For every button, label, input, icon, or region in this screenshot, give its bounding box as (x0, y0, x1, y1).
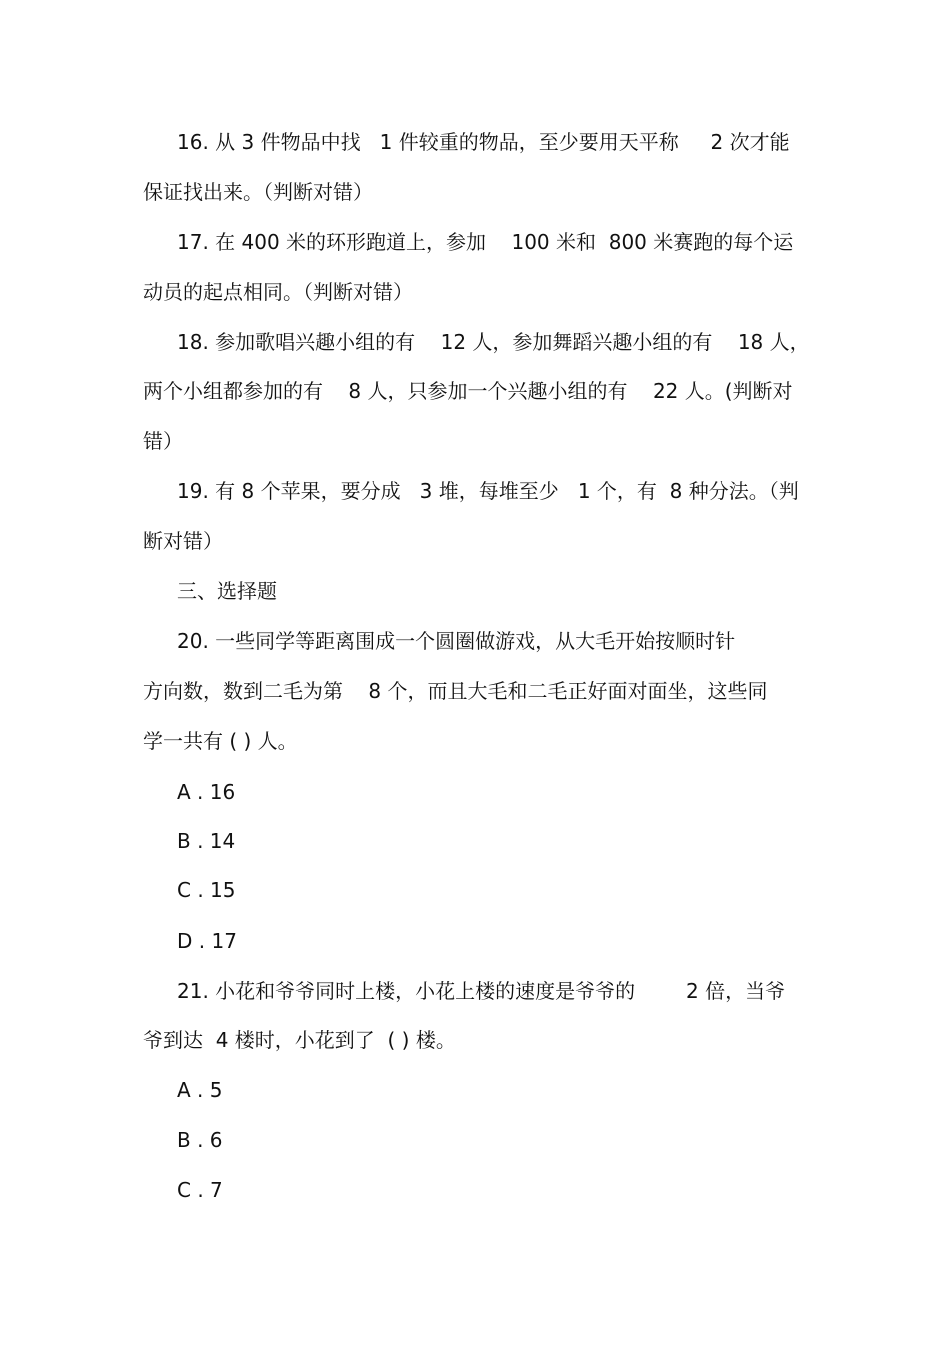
q21-option-b: B . 6 (177, 1128, 223, 1152)
q20-text-line-2: 方向数，数到二毛为第 8 个，而且大毛和二毛正好面对面坐，这些同 (143, 679, 768, 703)
q18-text-line-1: 18. 参加歌唱兴趣小组的有 12 人，参加舞蹈兴趣小组的有 18 人， (177, 330, 810, 354)
q21-option-c: C . 7 (177, 1178, 223, 1202)
q20-option-a: A . 16 (177, 780, 236, 804)
q19-text-line-2: 断对错） (143, 529, 223, 553)
q16-text-line-1: 16. 从 3 件物品中找 1 件较重的物品，至少要用天平称 2 次才能 (177, 130, 790, 154)
q19-text-line-1: 19. 有 8 个苹果，要分成 3 堆，每堆至少 1 个，有 8 种分法。（判 (177, 479, 799, 503)
q20-option-d: D . 17 (177, 929, 237, 953)
q17-text-line-1: 17. 在 400 米的环形跑道上，参加 100 米和 800 米赛跑的每个运 (177, 230, 794, 254)
q20-text-line-1: 20. 一些同学等距离围成一个圆圈做游戏，从大毛开始按顺时针 (177, 629, 736, 653)
q16-text-line-2: 保证找出来。（判断对错） (143, 180, 373, 204)
q21-text-line-1: 21. 小花和爷爷同时上楼，小花上楼的速度是爷爷的 2 倍，当爷 (177, 979, 786, 1003)
q21-option-a: A . 5 (177, 1078, 223, 1102)
q18-text-line-3: 错） (143, 429, 183, 453)
q20-option-b: B . 14 (177, 829, 236, 853)
q20-text-line-3: 学一共有 ( ) 人。 (143, 729, 298, 753)
q21-text-line-2: 爷到达 4 楼时，小花到了 ( ) 楼。 (143, 1028, 456, 1052)
q17-text-line-2: 动员的起点相同。（判断对错） (143, 280, 413, 304)
q20-option-c: C . 15 (177, 878, 236, 902)
section-heading-choice: 三、选择题 (177, 579, 277, 603)
q18-text-line-2: 两个小组都参加的有 8 人，只参加一个兴趣小组的有 22 人。(判断对 (143, 379, 793, 403)
